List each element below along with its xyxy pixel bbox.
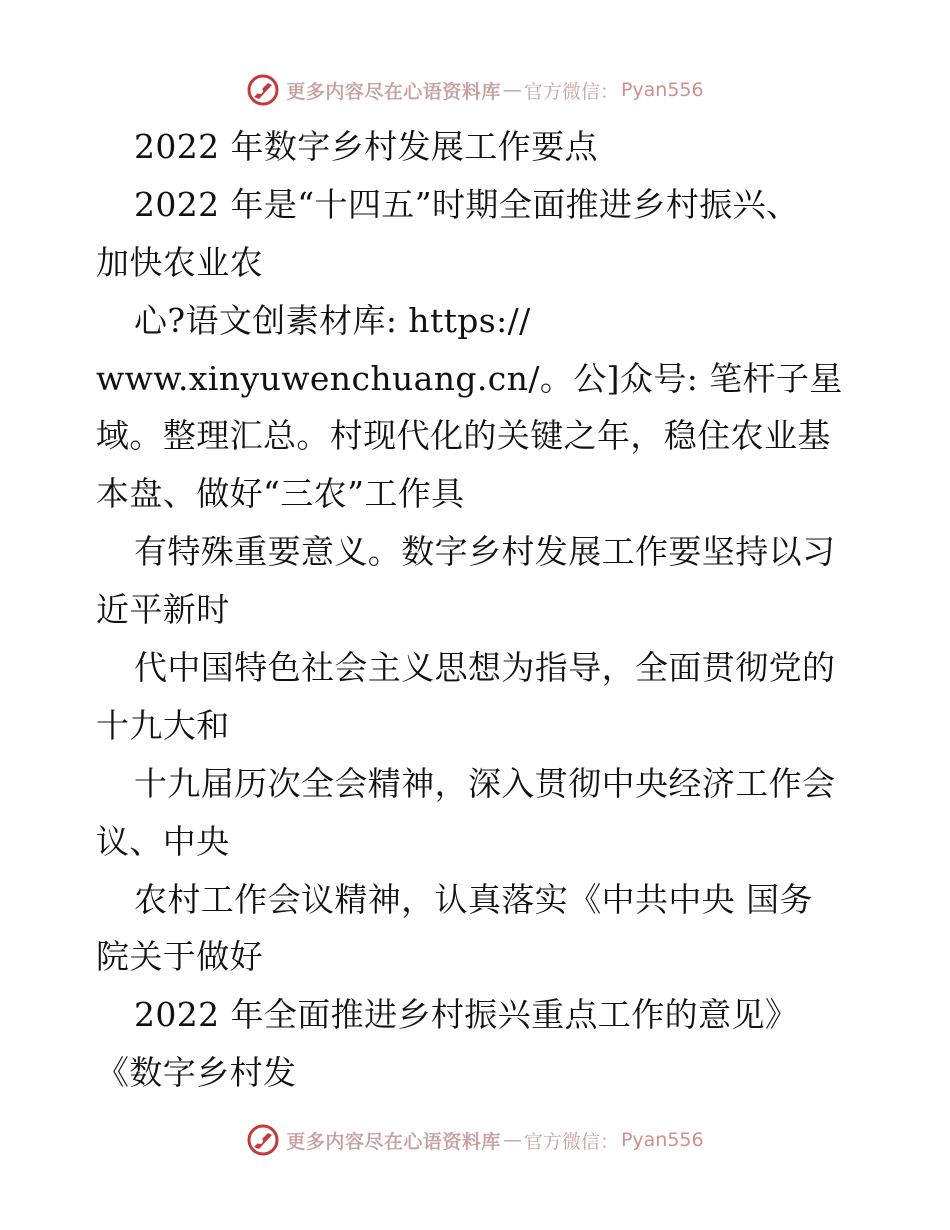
watermark-separator: — (502, 1129, 522, 1151)
watermark-text: 更多内容尽在心语资料库 (286, 1130, 501, 1153)
document-line: 心?语文创素材库: https:// (134, 300, 531, 340)
document-line: 2022 年数字乡村发展工作要点 (134, 127, 598, 166)
footer-watermark (0, 1120, 950, 1160)
header-watermark (0, 70, 950, 110)
watermark-contact-id: Pyan556 (620, 1129, 704, 1151)
document-line: 近平新时 (96, 590, 230, 630)
document-line: www.xinyuwenchuang.cn/。公]众号: 笔杆子星 (96, 358, 843, 398)
document-line: 2022 年全面推进乡村振兴重点工作的意见》 (134, 995, 799, 1035)
watermark-contact-label: 官方微信： (523, 80, 619, 103)
watermark-text: 更多内容尽在心语资料库 (286, 80, 501, 103)
document-line: 域。整理汇总。村现代化的关键之年，稳住农业基 (96, 416, 831, 456)
document-line: 十九大和 (96, 705, 230, 745)
watermark-separator: — (502, 79, 522, 101)
document-line: 十九届历次全会精神，深入贯彻中央经济工作会 (134, 763, 836, 803)
document-line: 《数字乡村发 (96, 1053, 297, 1093)
document-line: 议、中央 (96, 821, 230, 861)
watermark-contact-id: Pyan556 (620, 79, 704, 101)
document-line: 农村工作会议精神，认真落实《中共中央 国务 (134, 879, 813, 919)
brush-circle-logo-icon (246, 73, 280, 107)
document-body (96, 118, 866, 1102)
document-line: 加快农业农 (96, 242, 263, 282)
document-line: 院关于做好 (96, 937, 263, 977)
watermark-contact-label: 官方微信： (523, 1130, 619, 1153)
brush-circle-logo-icon (246, 1123, 280, 1157)
document-line: 本盘、做好“三农”工作具 (96, 474, 465, 514)
document-line: 有特殊重要意义。数字乡村发展工作要坚持以习 (134, 532, 836, 572)
document-line: 代中国特色社会主义思想为指导，全面贯彻党的 (134, 648, 836, 688)
document-line: 2022 年是“十四五”时期全面推进乡村振兴、 (134, 184, 800, 224)
